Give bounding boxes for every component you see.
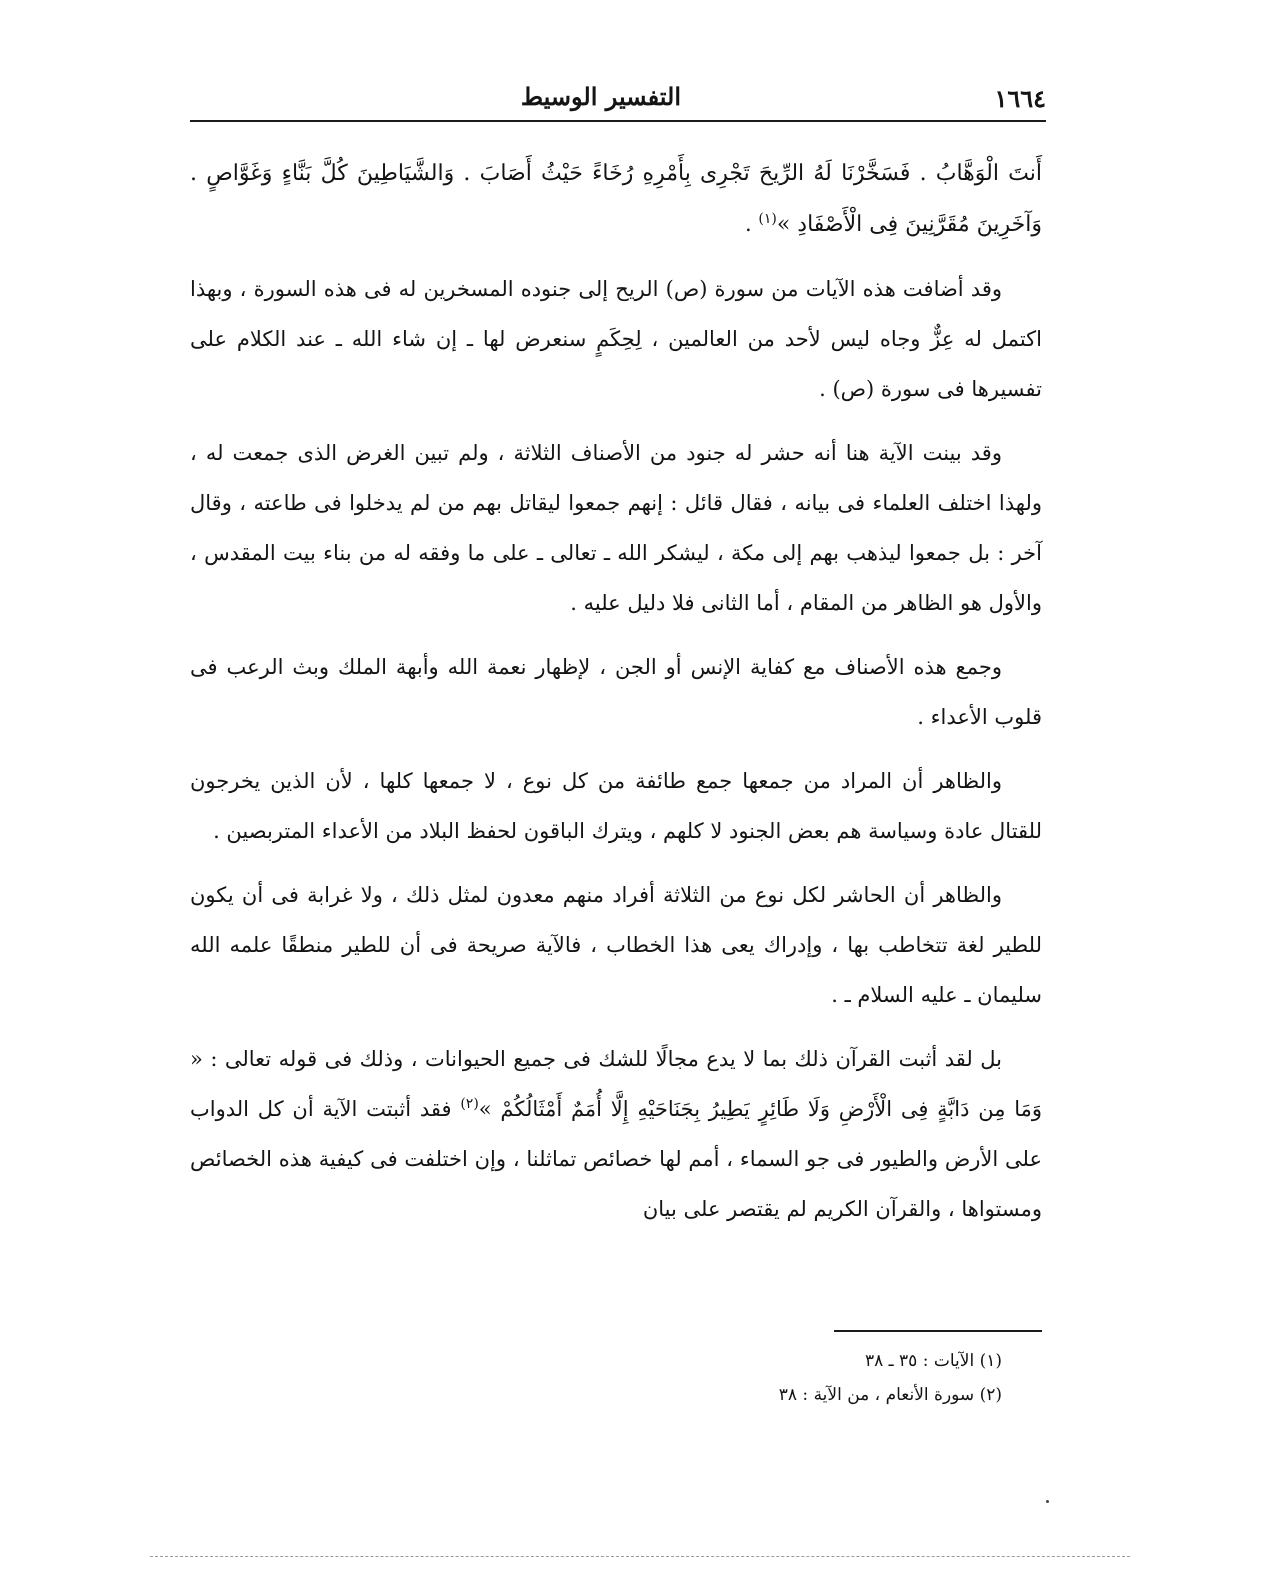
paragraph: وجمع هذه الأصناف مع كفاية الإنس أو الجن ، لإظهار نعمة الله وأبهة الملك وبث الرعب فى قلوب الأعداء . bbox=[190, 655, 1042, 729]
paragraph-text: بل لقد أثبت القرآن ذلك بما لا يدع مجالًا للشك فى جميع الحيوانات ، وذلك فى قوله تعالى : « وَمَا مِن دَابَّةٍ فِى الْأَرْضِ وَلَا طَائِرٍ يَطِيرُ بِجَنَاحَيْهِ إِلَّا أُمَمٌ أَمْثَالُكُمْ » bbox=[190, 1047, 1042, 1121]
footnote-mark-1: (١) bbox=[758, 211, 777, 227]
quran-verse-text: أَنتَ الْوَهَّابُ . فَسَخَّرْنَا لَهُ الرِّيحَ تَجْرِى بِأَمْرِهِ رُخَاءً حَيْثُ أَصَابَ . وَالشَّيَاطِينَ كُلَّ بَنَّاءٍ وَغَوَّاصٍ . وَآخَرِينَ مُقَرَّنِينَ فِى الْأَصْفَادِ » bbox=[190, 161, 1042, 237]
running-title: التفسير الوسيط bbox=[520, 82, 681, 111]
paragraph-tail: . bbox=[745, 212, 759, 236]
scan-edge-line bbox=[150, 1556, 1130, 1557]
verse-continuation bbox=[190, 148, 1042, 250]
paragraph: والظاهر أن الحاشر لكل نوع من الثلاثة أفراد منهم معدون لمثل ذلك ، ولا غرابة فى أن يكون للطير لغة تتخاطب بها ، وإدراك يعى هذا الخطاب ، فالآية صريحة فى أن للطير منطقًا علمه الله سليمان ـ عليه السلام ـ . bbox=[190, 883, 1042, 1007]
footnote-rule bbox=[834, 1330, 1042, 1332]
paragraph: وقد أضافت هذه الآيات من سورة (ص) الريح إلى جنوده المسخرين له فى هذه السورة ، وبهذا اكتمل له عِزٌّ وجاه ليس لأحد من العالمين ، لِحِكَمٍ سنعرض لها ـ إن شاء الله ـ عند الكلام على تفسيرها فى سورة (ص) . bbox=[190, 277, 1042, 401]
scan-speck bbox=[1046, 1500, 1049, 1503]
footnotes bbox=[600, 1344, 1002, 1412]
page-number: ١٦٦٤ bbox=[994, 84, 1046, 113]
paragraph: وقد بينت الآية هنا أنه حشر له جنود من الأصناف الثلاثة ، ولم تبين الغرض الذى جمعت له ، ولهذا اختلف العلماء فى بيانه ، فقال قائل : إنهم جمعوا ليقاتل بهم من لم يدخلوا فى طاعته ، وقال آخر : بل جمعوا ليذهب بهم إلى مكة ، ليشكر الله ـ تعالى ـ على ما وفقه له من بناء بيت المقدس ، والأول هو الظاهر من المقام ، أما الثانى فلا دليل عليه . bbox=[190, 441, 1042, 615]
header-rule bbox=[190, 120, 1046, 122]
footnote-1: (١) الآيات : ٣٥ ـ ٣٨ bbox=[864, 1351, 1002, 1371]
body-text bbox=[190, 148, 1042, 1248]
page-header bbox=[190, 78, 1046, 118]
paragraph-tail: فقد أثبتت الآية أن كل الدواب على الأرض والطيور فى جو السماء ، أمم لها خصائص تماثلنا ، وإن اختلفت فى كيفية هذه الخصائص ومستواها ، والقرآن الكريم لم يقتصر على بيان bbox=[190, 1097, 1042, 1221]
paragraph bbox=[190, 1034, 1042, 1234]
footnote-2: (٢) سورة الأنعام ، من الآية : ٣٨ bbox=[778, 1385, 1002, 1405]
paragraph: والظاهر أن المراد من جمعها جمع طائفة من كل نوع ، لا جمعها كلها ، لأن الذين يخرجون للقتال عادة وسياسة هم بعض الجنود لا كلهم ، ويترك الباقون لحفظ البلاد من الأعداء المتربصين . bbox=[190, 769, 1042, 843]
footnote-mark-2: (٢) bbox=[460, 1096, 479, 1112]
